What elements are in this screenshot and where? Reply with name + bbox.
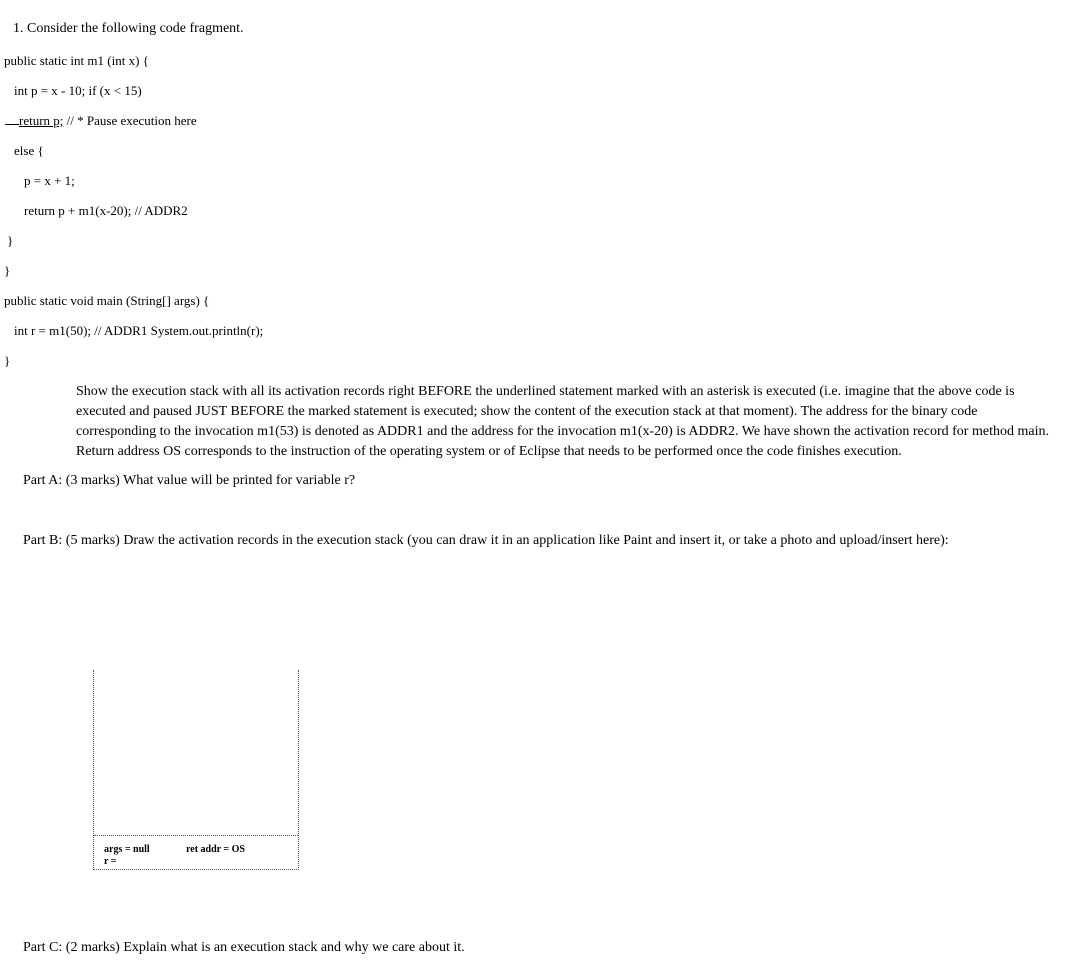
code-line: int r = m1(50); // ADDR1 System.out.println(r); (14, 323, 264, 338)
code-line: public static void main (String[] args) { (4, 293, 210, 308)
marked-statement: return p; (19, 113, 64, 128)
question-title: 1. Consider the following code fragment. (13, 21, 244, 36)
part-c-question: Part C: (2 marks) Explain what is an execution stack and why we care about it. (23, 940, 465, 955)
execution-stack-diagram (93, 670, 299, 870)
code-line: else { (14, 143, 44, 158)
return-address-field: ret addr = OS (186, 844, 245, 855)
pause-comment: // * Pause execution here (63, 113, 197, 128)
part-a-question: Part A: (3 marks) What value will be printed for variable r? (23, 473, 356, 488)
code-line: return p + m1(x-20); // ADDR2 (24, 203, 188, 218)
code-line: p = x + 1; (24, 173, 75, 188)
instructions-paragraph: Show the execution stack with all its activation records right BEFORE the underlined statement marked with an asterisk is executed (i.e. imagine that the above code is executed and paused JUST BEFORE the marked statement is executed; show the content of the execution stack at that moment). The address for the binary code corresponding to the invocation m1(53) is denoted as ADDR1 and the address for the invocation m1(x-20) is ADDR2. We have shown the activation record for method main. Return address OS corresponds to the instruction of the operating system or of Eclipse that needs to be performed once the code finishes execution. (76, 384, 1049, 459)
code-line: } (7, 233, 14, 248)
underline-lead (5, 113, 19, 125)
code-line: public static int m1 (int x) { (4, 53, 149, 68)
main-activation-record (94, 835, 298, 869)
args-field: args = null (104, 844, 150, 855)
r-variable-field: r = (104, 856, 117, 867)
code-line: int p = x - 10; if (x < 15) (14, 83, 142, 98)
code-line: } (4, 263, 11, 278)
part-b-question: Part B: (5 marks) Draw the activation records in the execution stack (you can draw it in an application like Paint and insert it, or take a photo and upload/insert here): (23, 533, 949, 548)
code-line: } (4, 353, 11, 368)
code-line-marked (5, 113, 197, 129)
